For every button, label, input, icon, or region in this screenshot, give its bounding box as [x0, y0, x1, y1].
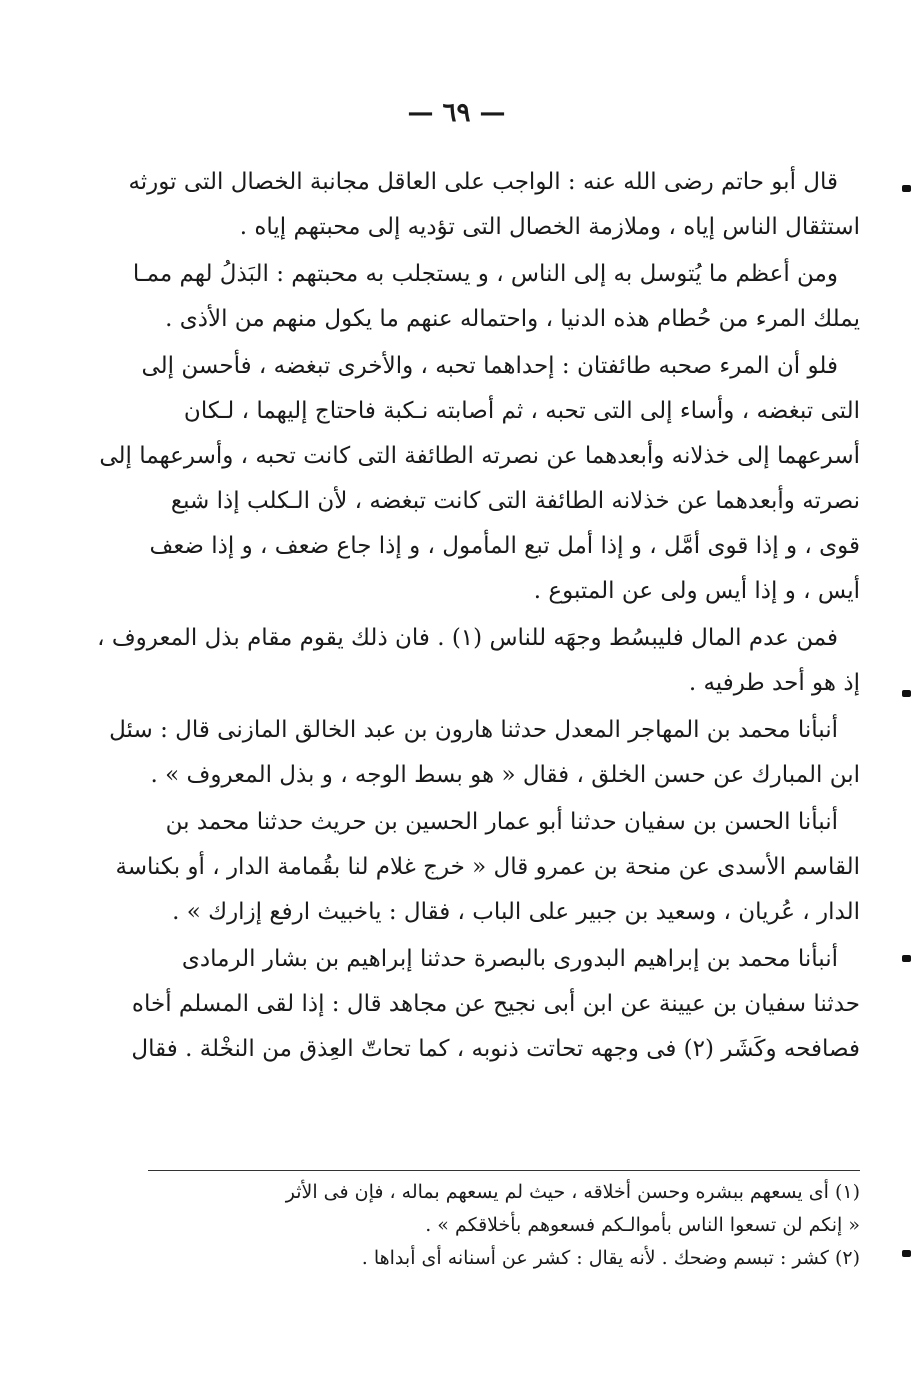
text-line: فلو أن المرء صحبه طائفتان : إحداهما تحبه ، والأخرى تبغضه ، فأحسن إلى [141, 353, 838, 379]
text-line: القاسم الأسدى عن منحة بن عمرو قال « خرج غلام لنا بقُمامة الدار ، أو بكناسة [115, 854, 860, 880]
text-line: استثقال الناس إياه ، وملازمة الخصال التى تؤديه إلى محبتهم إياه . [239, 214, 860, 240]
main-text [97, 160, 860, 1072]
text-line: ومن أعظم ما يُتوسل به إلى الناس ، و يستجلب به محبتهم : البَذلُ لهم ممـا [132, 261, 838, 287]
text-line: أنبأنا الحسن بن سفيان حدثنا أبو عمار الحسين بن حريث حدثنا محمد بن [165, 809, 838, 835]
text-line: حدثنا سفيان بن عيينة عن ابن أبى نجيح عن مجاهد قال : إذا لقى المسلم أخاه [131, 991, 860, 1017]
paragraph-4 [97, 616, 860, 706]
paragraph-2 [132, 252, 860, 342]
text-line: قال أبو حاتم رضى الله عنه : الواجب على العاقل مجانبة الخصال التى تورثه [128, 169, 838, 195]
text-line: أنبأنا محمد بن المهاجر المعدل حدثنا هارون بن عبد الخالق المازنى قال : سئل [109, 717, 838, 743]
text-line: أنبأنا محمد بن إبراهيم البدورى بالبصرة حدثنا إبراهيم بن بشار الرمادى [181, 946, 838, 972]
paragraph-7 [131, 937, 860, 1072]
margin-mark [902, 185, 911, 192]
paragraph-3 [99, 344, 860, 614]
text-line: أيس ، و إذا أيس ولى عن المتبوع . [533, 578, 860, 604]
margin-mark [902, 690, 911, 697]
text-line: التى تبغضه ، وأساء إلى التى تحبه ، ثم أصابته نـكبة فاحتاج إليهما ، لـكان [183, 398, 860, 424]
paragraph-5 [109, 708, 860, 798]
margin-mark [902, 955, 911, 962]
text-line: إذ هو أحد طرفيه . [688, 670, 860, 696]
footnote-divider [148, 1170, 860, 1171]
paragraph-1 [128, 160, 860, 250]
margin-mark [902, 1250, 911, 1257]
text-line: أسرعهما إلى خذلانه وأبعدهما عن نصرته الطائفة التى كانت تحبه ، وأسرعهما إلى [99, 443, 860, 469]
footnote-line: « إنكم لن تسعوا الناس بأموالـكم فسعوهم بأخلاقكم » . [425, 1214, 860, 1236]
text-line: فمن عدم المال فليبسُط وجهَه للناس (١) . فان ذلك يقوم مقام بذل المعروف ، [97, 625, 838, 651]
text-line: قوى ، و إذا قوى أمَّل ، و إذا أمل تبع المأمول ، و إذا جاع ضعف ، و إذا ضعف [149, 533, 860, 559]
text-line: فصافحه وكَشَر (٢) فى وجهه تحاتت ذنوبه ، كما تحاتّ العِذق من النخْلة . فقال [131, 1036, 860, 1062]
page-number: — ٦٩ — [407, 98, 506, 128]
text-line: ابن المبارك عن حسن الخلق ، فقال « هو بسط الوجه ، و بذل المعروف » . [150, 762, 860, 788]
paragraph-6 [115, 800, 860, 935]
text-line: الدار ، عُريان ، وسعيد بن جبير على الباب ، فقال : ياخبيث ارفع إزارك » . [172, 899, 860, 925]
footnote-line: (٢) كشر : تبسم وضحك . لأنه يقال : كشر عن أسنانه أى أبداها . [361, 1247, 860, 1269]
footnotes [140, 1176, 860, 1275]
text-line: يملك المرء من حُطام هذه الدنيا ، واحتماله عنهم ما يكول منهم من الأذى . [165, 306, 860, 332]
footnote-line: (١) أى يسعهم ببشره وحسن أخلاقه ، حيث لم يسعهم بماله ، فإن فى الأثر [285, 1181, 860, 1203]
text-line: نصرته وأبعدهما عن خذلانه الطائفة التى كانت تبغضه ، لأن الـكلب إذا شبع [170, 488, 860, 514]
